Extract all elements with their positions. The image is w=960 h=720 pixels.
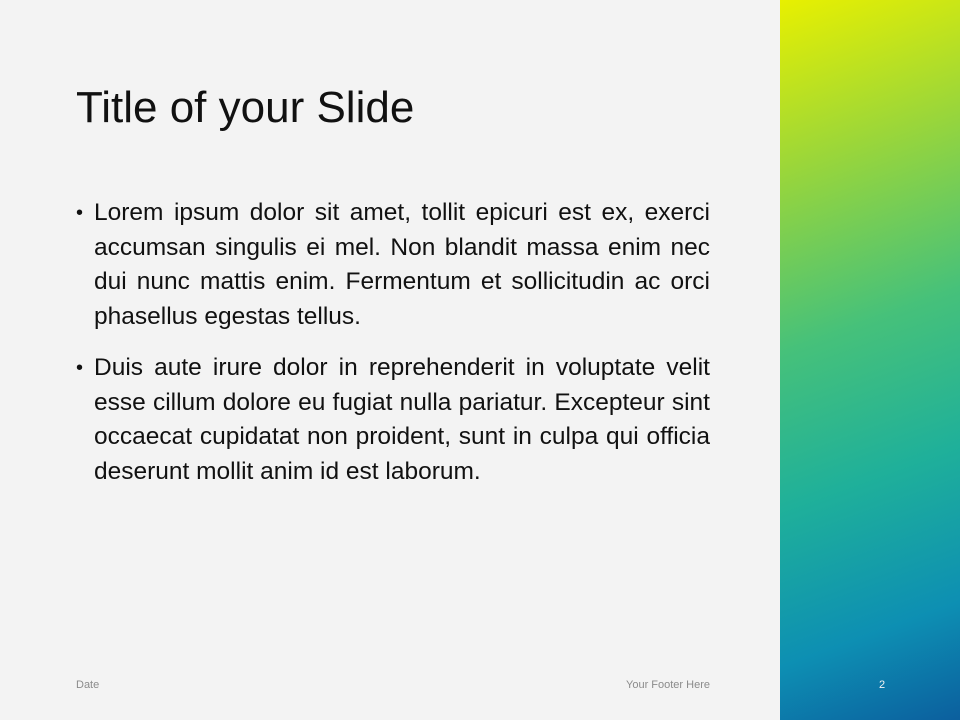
bullet-text: Duis aute irure dolor in reprehenderit in voluptate velit esse cillum dolore eu fugiat nulla pariatur. Excepteur sint occaecat cupidatat non proident, sunt in culpa qui officia deserunt mollit anim id est laborum.: [94, 354, 710, 485]
slide-title: Title of your Slide: [76, 83, 415, 132]
bullet-icon: •: [76, 202, 84, 224]
slide-number: 2: [878, 679, 886, 691]
footer-date: Date: [76, 679, 100, 691]
gradient-band: [780, 0, 960, 720]
bullet-item: [76, 196, 710, 334]
bullet-list: [76, 196, 710, 506]
bullet-icon: •: [76, 357, 84, 379]
bullet-item: [76, 351, 710, 489]
bullet-text: Lorem ipsum dolor sit amet, tollit epicuri est ex, exerci accumsan singulis ei mel. Non blandit massa enim nec dui nunc mattis enim. Fermentum et sollicitudin ac orci phasellus egestas tellus.: [94, 199, 710, 330]
footer-text: Your Footer Here: [626, 679, 710, 691]
